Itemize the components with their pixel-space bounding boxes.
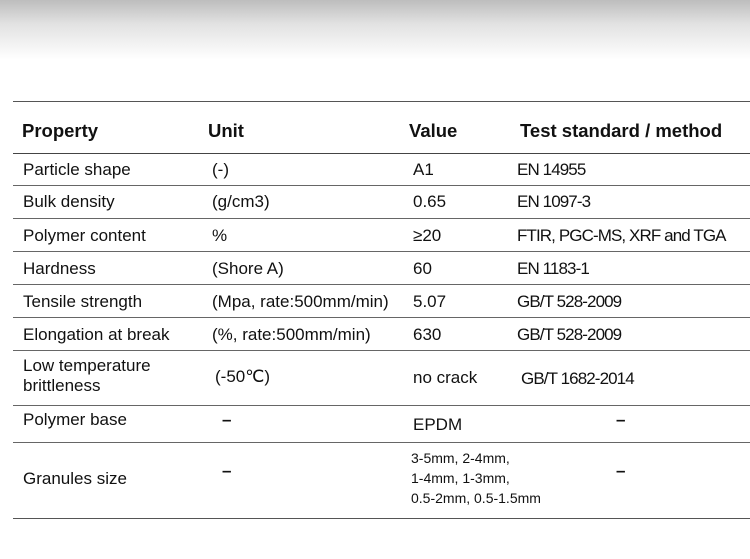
property-cell: Tensile strength [23,292,143,311]
table-row [13,351,750,406]
table-row [13,186,750,219]
value-cell-line3: 0.5-2mm, 0.5-1.5mm [411,490,541,506]
standard-cell: EN 1097-3 [517,192,591,211]
property-cell: Elongation at break [23,325,170,344]
unit-cell: (-50℃) [215,367,270,386]
value-cell: EPDM [413,415,463,434]
property-cell: Particle shape [23,160,131,179]
unit-cell: – [222,461,232,480]
table-row [13,285,750,318]
table-header-row [13,102,750,154]
property-cell-line2: brittleness [23,376,101,395]
value-cell: 5.07 [413,292,447,311]
unit-cell: (%, rate:500mm/min) [212,325,371,344]
value-cell: no crack [413,368,478,387]
property-cell: Hardness [23,259,96,278]
value-cell: ≥20 [413,226,442,245]
table-row [13,219,750,252]
property-cell: Polymer base [23,410,127,429]
standard-cell: EN 1183-1 [517,259,589,278]
standard-cell: FTIR, PGC-MS, XRF and TGA [517,226,726,245]
standard-cell: – [616,410,626,429]
unit-cell: (g/cm3) [212,192,270,211]
spec-table [13,101,750,519]
property-cell: Polymer content [23,226,146,245]
header-standard: Test standard / method [520,120,723,141]
header-unit: Unit [208,120,244,141]
header-value: Value [409,120,458,141]
table-row [13,406,750,443]
value-cell-line1: 3-5mm, 2-4mm, [411,450,510,466]
value-cell: A1 [413,160,434,179]
unit-cell: (Shore A) [212,259,284,278]
table-row [13,252,750,285]
table-row [13,318,750,351]
table-row [13,443,750,518]
value-cell: 630 [413,325,442,344]
property-cell: Granules size [23,469,127,488]
unit-cell: % [212,226,228,245]
standard-cell: GB/T 528-2009 [517,292,622,311]
top-shadow [0,0,750,60]
unit-cell: (Mpa, rate:500mm/min) [212,292,389,311]
property-cell: Low temperature [23,356,151,375]
standard-cell: GB/T 1682-2014 [521,369,634,388]
value-cell-line2: 1-4mm, 1-3mm, [411,470,510,486]
standard-cell: GB/T 528-2009 [517,325,622,344]
unit-cell: (-) [212,160,229,179]
table-row [13,154,750,186]
unit-cell: – [222,410,232,429]
header-property: Property [22,120,99,141]
property-cell: Bulk density [23,192,115,211]
value-cell: 0.65 [413,192,447,211]
standard-cell: EN 14955 [517,160,586,179]
value-cell: 60 [413,259,432,278]
standard-cell: – [616,461,626,480]
